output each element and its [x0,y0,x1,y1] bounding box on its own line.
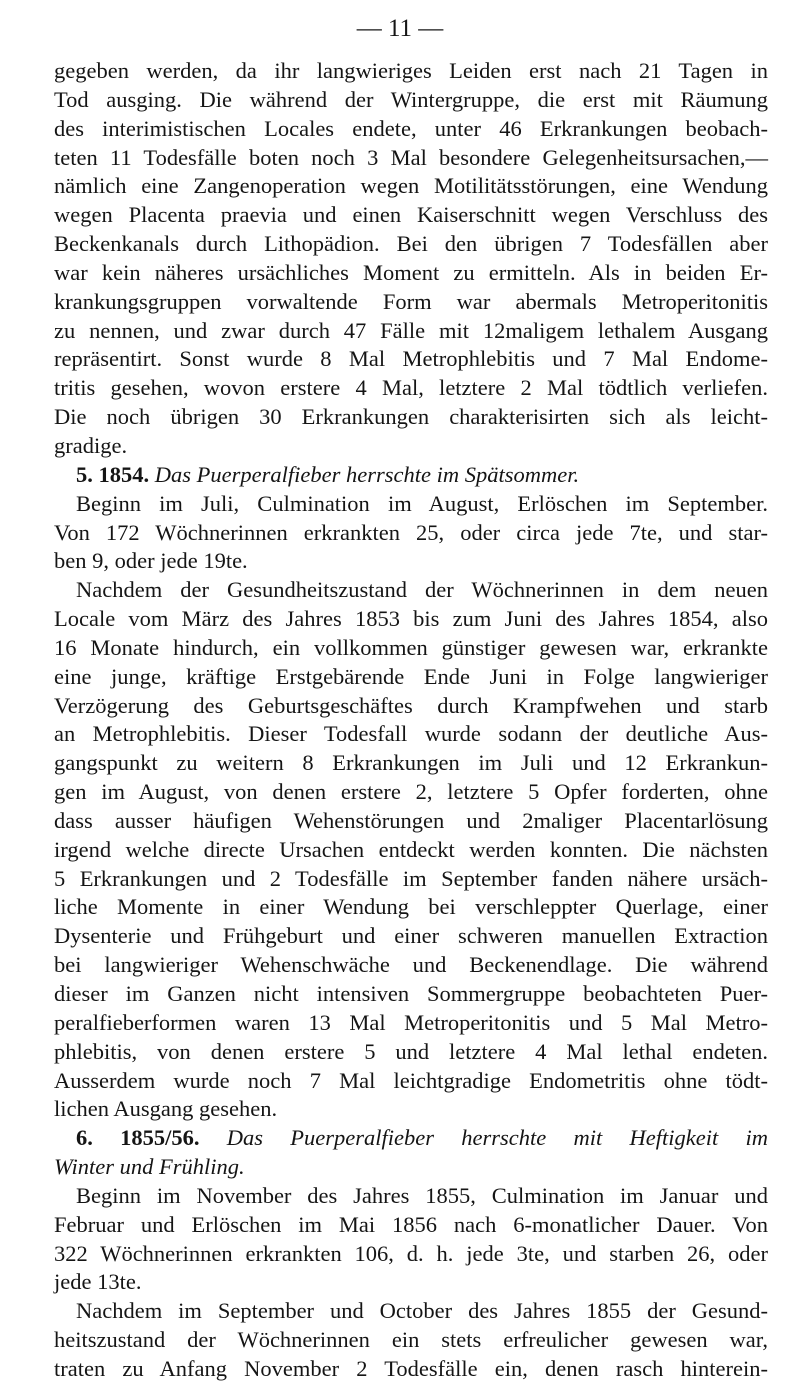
section-number: 5. 1854. [76,461,150,487]
text-line: war kein näheres ursächliches Moment zu ermitteln. Als in beiden Er- [54,259,768,285]
text-line: irgend welche directe Ursachen entdeckt werden konnten. Die nächsten [54,836,768,862]
text-line: krankungsgruppen vorwaltende Form war abermals Metroperitonitis [54,288,768,314]
text-line: Beckenkanals durch Lithopädion. Bei den übrigen 7 Todesfällen aber [54,231,768,257]
text-line: peralfieberformen waren 13 Mal Metroperitonitis und 5 Mal Metro- [54,1009,768,1035]
text-line: Beginn im November des Jahres 1855, Culmination im Januar und [76,1182,768,1208]
text-line: gradige. [54,432,128,458]
text-line: Beginn im Juli, Culmination im August, Erlöschen im September. [76,490,768,516]
text-line: heitszustand der Wöchnerinnen ein stets erfreulicher gewesen war, [54,1327,768,1353]
section-title: Das Puerperalfieber herrschte im Spätsommer. [154,461,580,487]
section-title: Winter und Frühling. [54,1154,245,1180]
text-line: eine junge, kräftige Erstgebärende Ende Juni in Folge langwieriger [54,663,768,689]
text-line: dass ausser häufigen Wehenstörungen und 2maliger Placentarlösung [54,807,768,833]
text-line: dieser im Ganzen nicht intensiven Sommergruppe beobachteten Puer- [54,981,768,1006]
text-line: gen im August, von denen erstere 2, letztere 5 Opfer forderten, ohne [54,779,768,805]
text-line: repräsentirt. Sonst wurde 8 Mal Metrophlebitis und 7 Mal Endome- [54,346,768,372]
text-line: gegeben werden, da ihr langwieriges Leiden erst nach 21 Tagen in [54,58,768,83]
text-line: gangspunkt zu weitern 8 Erkrankungen im Juli und 12 Erkrankun- [54,750,768,776]
text-line: Die noch übrigen 30 Erkrankungen charakterisirten sich als leicht- [54,404,768,430]
text-line: Nachdem der Gesundheitszustand der Wöchnerinnen in dem neuen [76,577,768,603]
text-line: zu nennen, und zwar durch 47 Fälle mit 12maligem lethalem Ausgang [54,317,768,343]
section-title: Das Puerperalfieber herrschte mit Heftigkeit im [226,1125,768,1151]
text-line: 5 Erkrankungen und 2 Todesfälle im September fanden nähere ursäch- [54,865,768,891]
text-line: ben 9, oder jede 19te. [54,548,248,574]
text-line: Von 172 Wöchnerinnen erkrankten 25, oder circa jede 7te, und star- [54,519,768,545]
text-line: wegen Placenta praevia und einen Kaiserschnitt wegen Verschluss des [54,202,768,228]
text-line: Dysenterie und Frühgeburt und einer schweren manuellen Extraction [54,923,768,949]
text-line: 322 Wöchnerinnen erkrankten 106, d. h. jede 3te, und starben 26, oder [54,1240,768,1266]
body-text [54,57,768,1384]
section-heading [54,1124,768,1153]
section-heading [54,1153,768,1182]
text-line: Locale vom März des Jahres 1853 bis zum Juni des Jahres 1854, also [54,606,768,632]
text-line: tritis gesehen, wovon erstere 4 Mal, letztere 2 Mal tödtlich verliefen. [54,375,768,401]
text-line: Tod ausging. Die während der Wintergruppe, die erst mit Räumung [54,86,768,112]
text-line: 16 Monate hindurch, ein vollkommen günstiger gewesen war, erkrankte [54,634,768,660]
text-line: bei langwieriger Wehenschwäche und Beckenendlage. Die während [54,952,768,978]
text-line: an Metrophlebitis. Dieser Todesfall wurde sodann der deutliche Aus- [54,721,768,747]
text-line: Ausserdem wurde noch 7 Mal leichtgradige Endometritis ohne tödt- [54,1067,768,1093]
text-line: des interimistischen Locales endete, unter 46 Erkrankungen beobach- [54,115,768,141]
text-line: nämlich eine Zangenoperation wegen Motilitätsstörungen, eine Wendung [54,173,768,199]
text-line: liche Momente in einer Wendung bei verschleppter Querlage, einer [54,894,768,920]
section-heading [54,461,768,490]
page-number: — 11 — [356,15,444,42]
text-line: phlebitis, von denen erstere 5 und letztere 4 Mal lethal endeten. [54,1038,768,1064]
text-line: Verzögerung des Geburtsgeschäftes durch Krampfwehen und starb [54,692,768,718]
text-line: Februar und Erlöschen im Mai 1856 nach 6-monatlicher Dauer. Von [54,1211,768,1237]
text-line: teten 11 Todesfälle boten noch 3 Mal besondere Gelegenheitsursachen,— [54,144,768,170]
text-line: traten zu Anfang November 2 Todesfälle ein, denen rasch hinterein- [54,1355,768,1381]
section-number: 6. 1855/56. [76,1125,200,1151]
text-line: jede 13te. [54,1269,142,1295]
text-line: Nachdem im September und October des Jahres 1855 der Gesund- [76,1298,768,1324]
text-line: lichen Ausgang gesehen. [54,1096,278,1122]
